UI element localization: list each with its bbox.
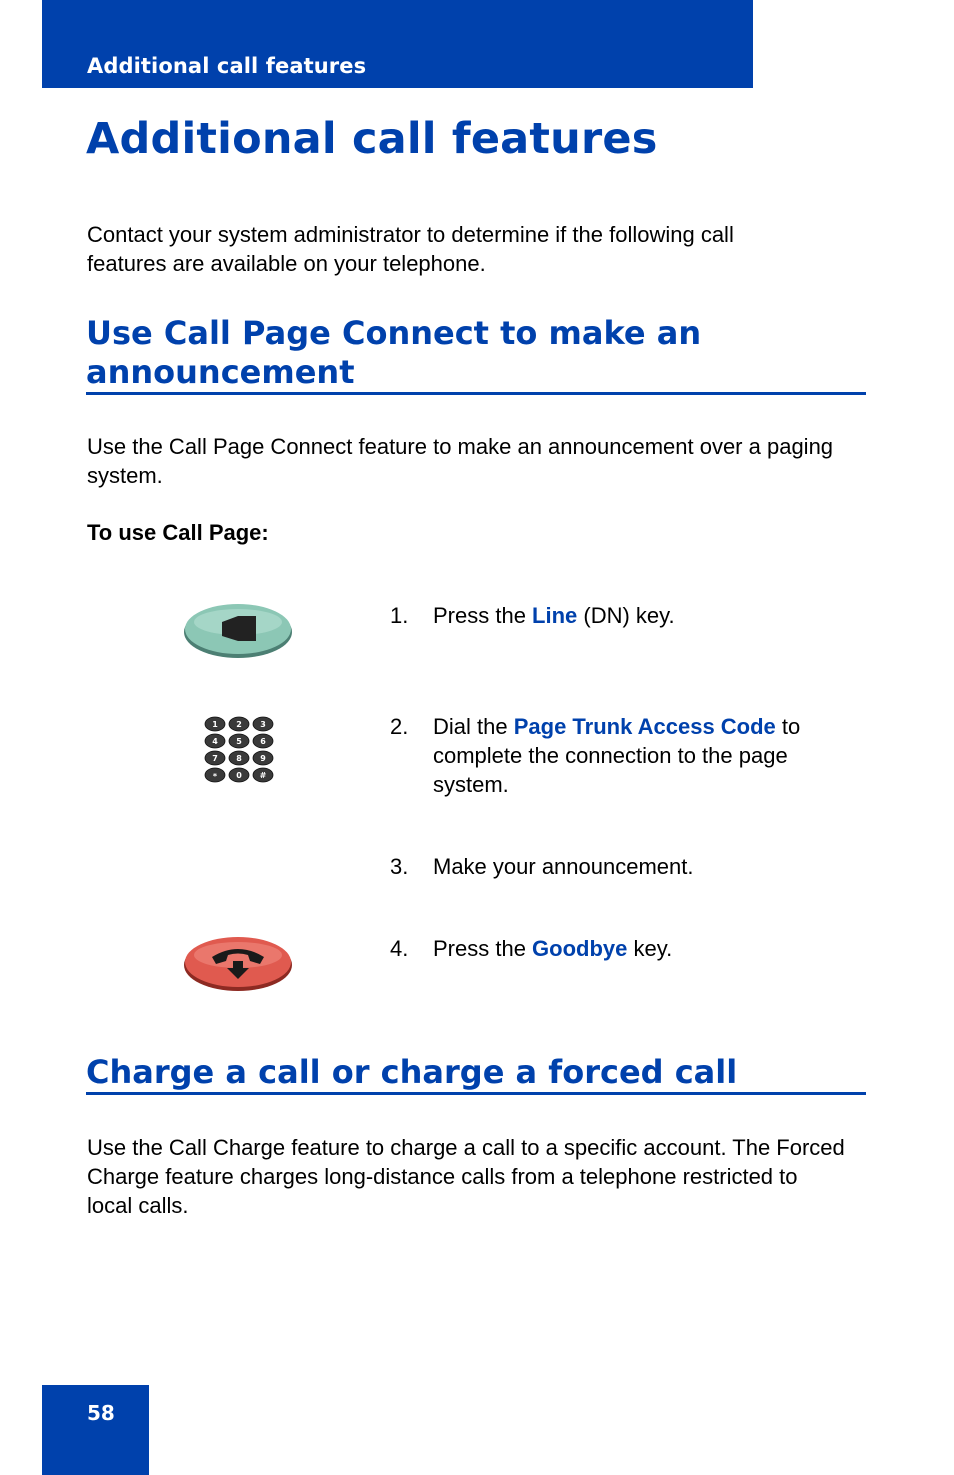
running-header: Additional call features — [87, 54, 367, 78]
line-key-icon — [182, 600, 294, 660]
key-name: Goodbye — [532, 936, 628, 961]
svg-text:9: 9 — [260, 754, 266, 763]
footer-page-box — [42, 1385, 149, 1475]
step-number: 1. — [390, 603, 409, 628]
intro-paragraph: Contact your system administrator to determine if the following call features are available on your telephone. — [87, 222, 734, 276]
goodbye-key-icon — [182, 933, 294, 993]
svg-text:6: 6 — [260, 737, 266, 746]
call-page-description: Use the Call Page Connect feature to make an announcement over a paging system. — [87, 434, 834, 488]
key-name: Page Trunk Access Code — [513, 714, 776, 739]
procedure-title: To use Call Page: — [87, 520, 269, 545]
svg-text:5: 5 — [236, 737, 242, 746]
section-heading-charge-call: Charge a call or charge a forced call — [86, 1053, 866, 1095]
charge-call-description: Use the Call Charge feature to charge a call to a specific account. The Forced Charge feature charges long-distance calls from a telephone restricted to local calls. — [87, 1135, 845, 1218]
header-band — [42, 0, 753, 88]
step-number: 2. — [390, 714, 409, 739]
key-name: Line — [532, 603, 578, 628]
svg-text:7: 7 — [212, 754, 218, 763]
svg-text:8: 8 — [236, 754, 242, 763]
svg-text:#: # — [259, 771, 267, 780]
svg-text:3: 3 — [260, 720, 266, 729]
step-text: Press the Goodbye key. — [433, 936, 673, 961]
step-number: 3. — [390, 854, 409, 879]
step-text: Make your announcement. — [433, 854, 694, 879]
svg-text:2: 2 — [236, 720, 242, 729]
svg-text:4: 4 — [212, 737, 218, 746]
svg-text:1: 1 — [212, 720, 218, 729]
section-heading-call-page: Use Call Page Connect to make an announcement — [86, 314, 866, 395]
page-number: 58 — [87, 1401, 115, 1425]
page-title: Additional call features — [86, 114, 658, 164]
svg-text:0: 0 — [236, 771, 242, 780]
step-text: Dial the Page Trunk Access Code to complete the connection to the page system. — [433, 714, 801, 797]
step-text: Press the Line (DN) key. — [433, 603, 675, 628]
step-number: 4. — [390, 936, 409, 961]
dialpad-icon — [203, 715, 275, 785]
svg-text:*: * — [212, 772, 218, 781]
